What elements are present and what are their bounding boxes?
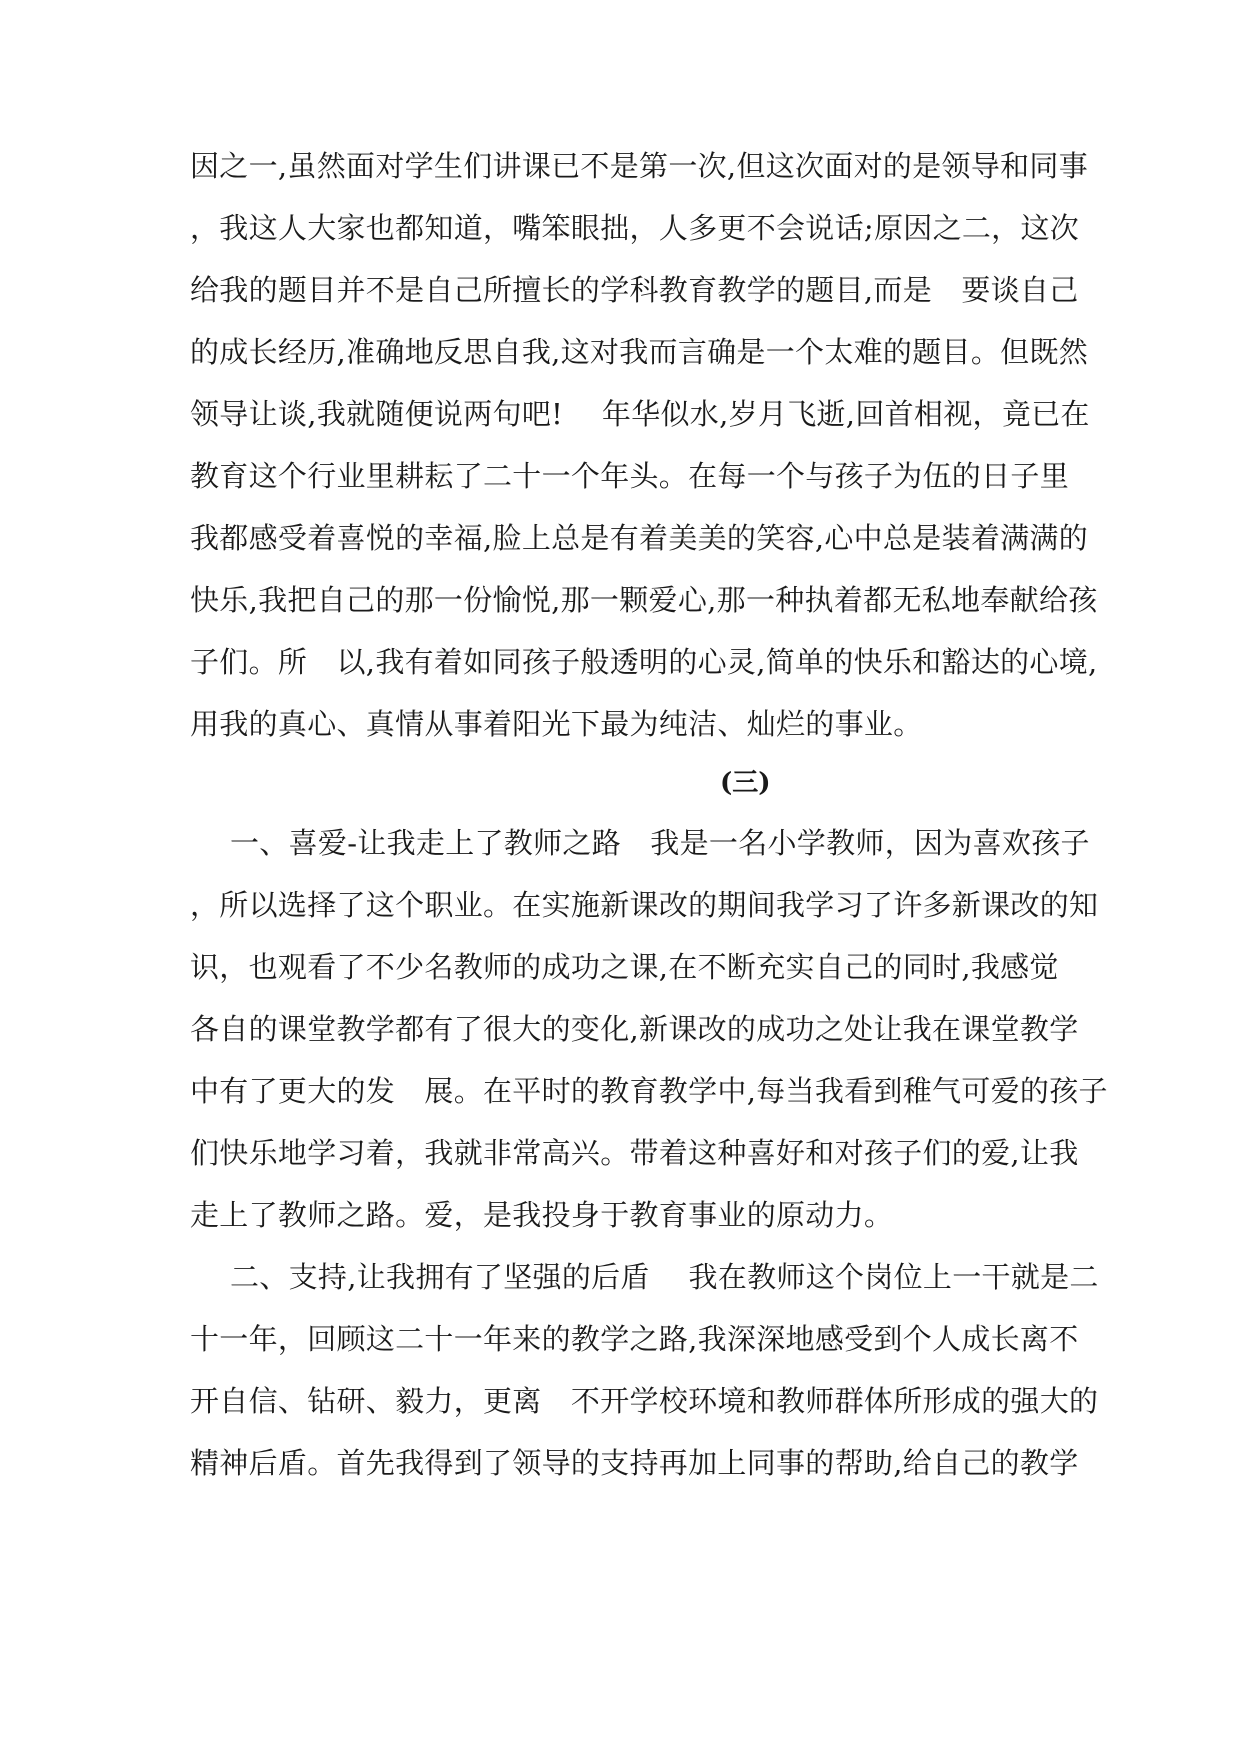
paragraph-line: 快乐,我把自己的那一份愉悦,那一颗爱心,那一种执着都无私地奉献给孩	[190, 583, 1098, 617]
paragraph-line: 二、支持,让我拥有了坚强的后盾 我在教师这个岗位上一干就是二	[230, 1260, 1099, 1294]
paragraph-line: 一、喜爱-让我走上了教师之路 我是一名小学教师，因为喜欢孩子	[230, 826, 1090, 860]
section-heading: (三)	[720, 768, 771, 798]
paragraph-line: 我都感受着喜悦的幸福,脸上总是有着美美的笑容,心中总是装着满满的	[190, 521, 1089, 555]
paragraph-line: 各自的课堂教学都有了很大的变化,新课改的成功之处让我在课堂教学	[190, 1012, 1079, 1046]
paragraph-line: 因之一,虽然面对学生们讲课已不是第一次,但这次面对的是领导和同事	[190, 149, 1089, 183]
paragraph-line: ，我这人大家也都知道，嘴笨眼拙，人多更不会说话;原因之二，这次	[190, 211, 1080, 245]
paragraph-line: 精神后盾。首先我得到了领导的支持再加上同事的帮助,给自己的教学	[190, 1446, 1079, 1480]
paragraph-line: 给我的题目并不是自己所擅长的学科教育教学的题目,而是 要谈自己	[190, 273, 1079, 307]
paragraph-line: 领导让谈,我就随便说两句吧! 年华似水,岁月飞逝,回首相视，竟已在	[190, 397, 1090, 431]
paragraph-line: 开自信、钻研、毅力，更离 不开学校环境和教师群体所形成的强大的	[190, 1384, 1099, 1418]
paragraph-line: 中有了更大的发 展。在平时的教育教学中,每当我看到稚气可爱的孩子	[190, 1074, 1108, 1108]
paragraph-line: 们快乐地学习着，我就非常高兴。带着这种喜好和对孩子们的爱,让我	[190, 1136, 1079, 1170]
paragraph-line: 十一年，回顾这二十一年来的教学之路,我深深地感受到个人成长离不	[190, 1322, 1079, 1356]
paragraph-line: 的成长经历,准确地反思自我,这对我而言确是一个太难的题目。但既然	[190, 335, 1089, 369]
paragraph-line: ，所以选择了这个职业。在实施新课改的期间我学习了许多新课改的知	[190, 888, 1099, 922]
paragraph-line: 走上了教师之路。爱，是我投身于教育事业的原动力。	[190, 1198, 894, 1232]
paragraph-line: 教育这个行业里耕耘了二十一个年头。在每一个与孩子为伍的日子里	[190, 459, 1070, 493]
paragraph-line: 子们。所 以,我有着如同孩子般透明的心灵,简单的快乐和豁达的心境,	[190, 645, 1098, 679]
paragraph-line: 识，也观看了不少名教师的成功之课,在不断充实自己的同时,我感觉	[190, 950, 1059, 984]
paragraph-line: 用我的真心、真情从事着阳光下最为纯洁、灿烂的事业。	[190, 707, 923, 741]
